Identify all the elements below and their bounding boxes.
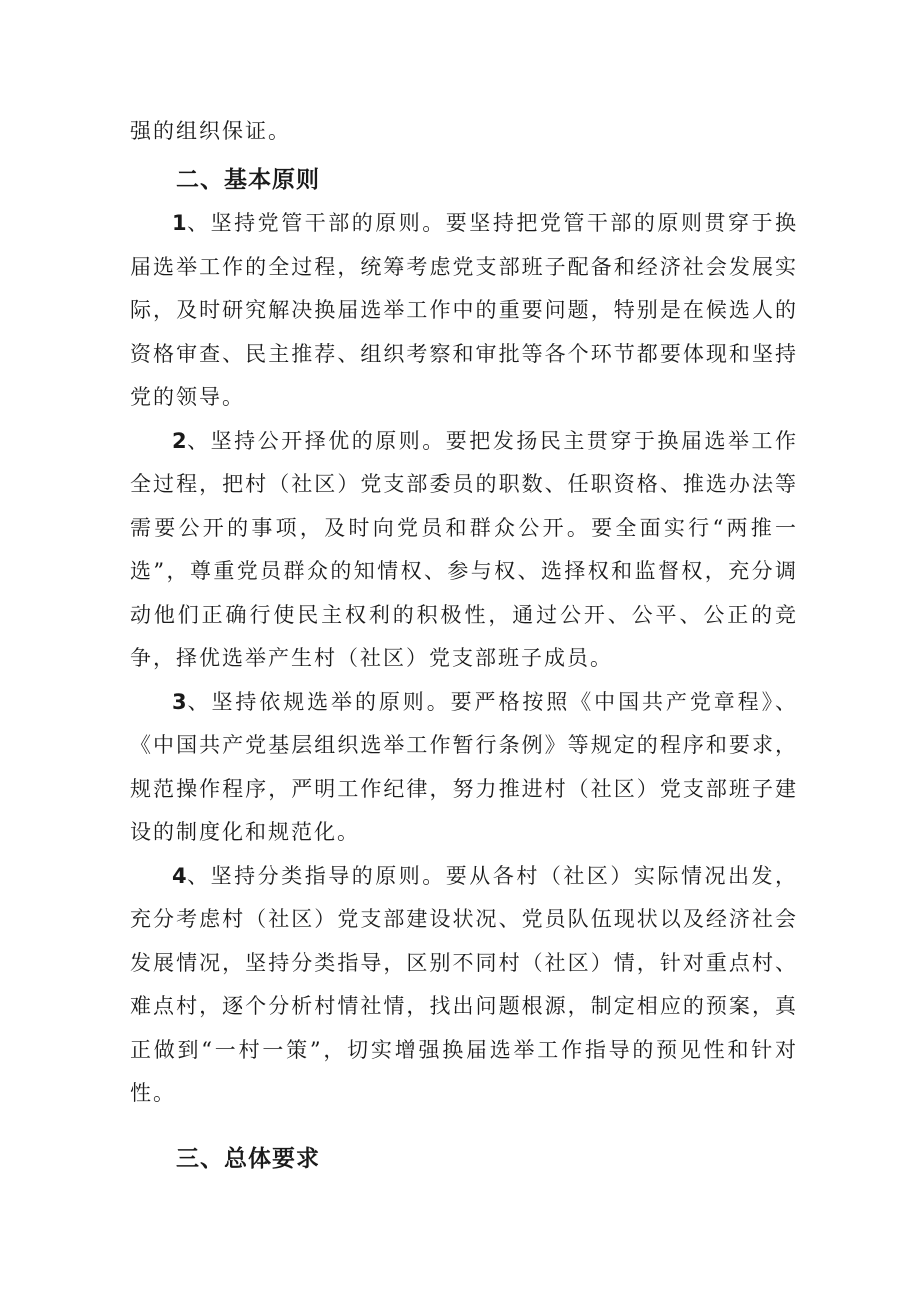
principle-number: 3 (172, 689, 187, 714)
section-heading-overall-requirements: 三、总体要求 (176, 1145, 320, 1172)
principle-paragraph-2 (130, 420, 798, 681)
principle-number: 2 (172, 428, 187, 453)
principle-number: 1 (172, 211, 187, 235)
principle-number: 4 (172, 863, 187, 888)
section-heading-basic-principles: 二、基本原则 (176, 166, 320, 193)
principle-text: 、坚持依规选举的原则。要严格按照《中国共产党章程》、《中国共产党基层组织选举工作暂行条例》等规定的程序和要求，规范操作程序，严明工作纪律，努力推进村（社区）党支部班子建设的制度化和规范化。 (130, 689, 798, 844)
principle-text: 、坚持党管干部的原则。要坚持把党管干部的原则贯穿于换届选举工作的全过程，统筹考虑党支部班子配备和经济社会发展实际，及时研究解决换届选举工作中的重要问题，特别是在候选人的资格审查、民主推荐、组织考察和审批等各个环节都要体现和坚持党的领导。 (130, 211, 798, 409)
document-body (130, 110, 798, 1181)
principle-paragraph-1 (130, 202, 798, 420)
principle-paragraph-4 (130, 855, 798, 1116)
principle-text: 、坚持公开择优的原则。要把发扬民主贯穿于换届选举工作全过程，把村（社区）党支部委员的职数、任职资格、推选办法等需要公开的事项，及时向党员和群众公开。要全面实行“两推一选”，尊重党员群众的知情权、参与权、选择权和监督权，充分调动他们正确行使民主权利的积极性，通过公开、公平、公正的竞争，择优选举产生村（社区）党支部班子成员。 (130, 428, 798, 670)
opening-fragment: 强的组织保证。 (130, 119, 291, 143)
principle-text: 、坚持分类指导的原则。要从各村（社区）实际情况出发，充分考虑村（社区）党支部建设状况、党员队伍现状以及经济社会发展情况，坚持分类指导，区别不同村（社区）情，针对重点村、难点村，逐个分析村情社情，找出问题根源，制定相应的预案，真正做到“一村一策”，切实增强换届选举工作指导的预见性和针对性。 (130, 863, 798, 1105)
principle-paragraph-3 (130, 681, 798, 855)
